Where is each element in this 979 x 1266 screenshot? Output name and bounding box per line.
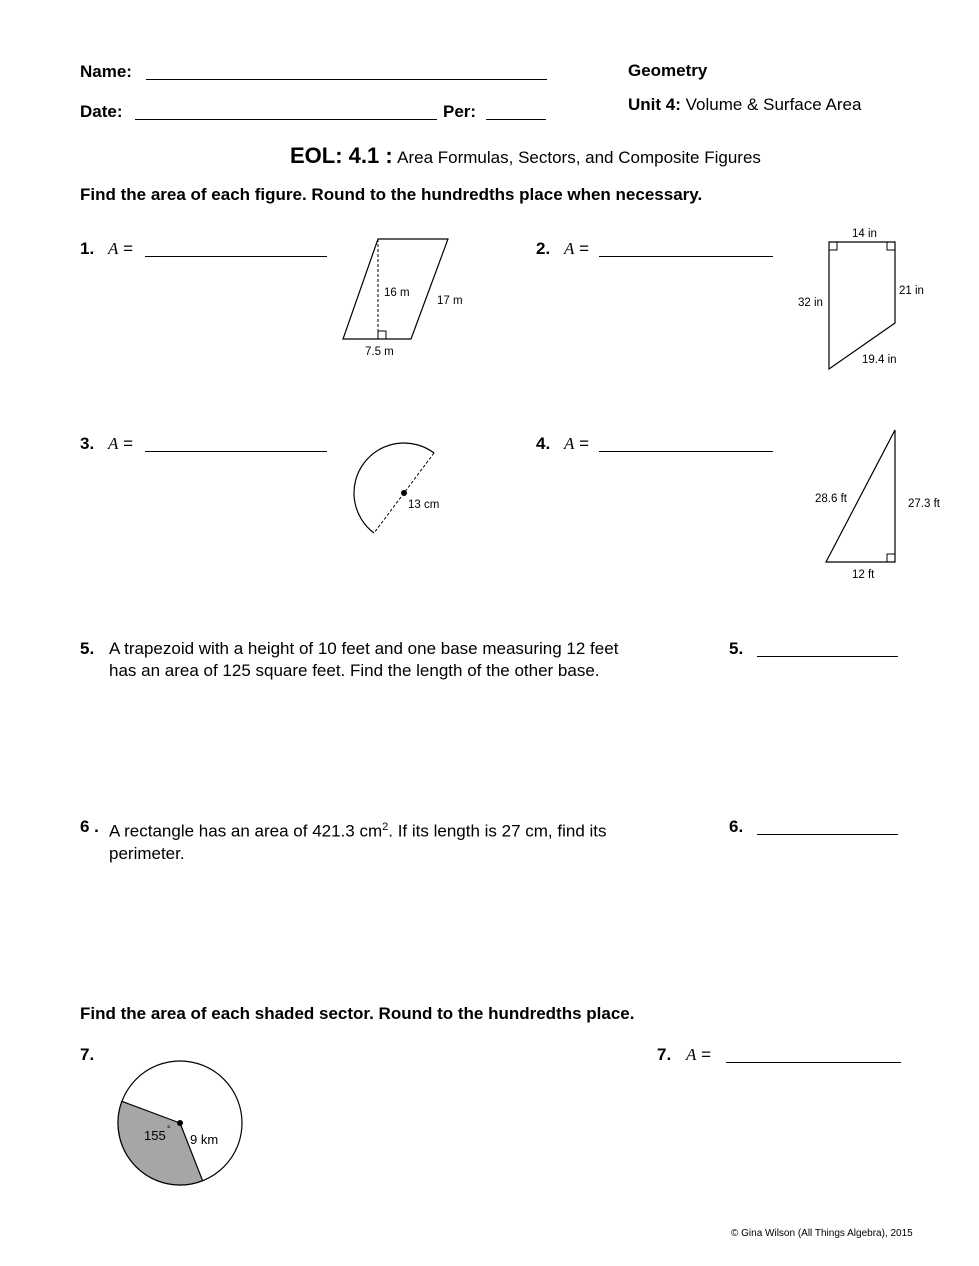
- p1-height-label: 16 m: [384, 287, 410, 299]
- problem-4-prefix: A =: [564, 434, 590, 453]
- triangle-figure: [800, 422, 960, 587]
- problem-2-answer-field[interactable]: [599, 256, 773, 257]
- problem-6-line-1: A rectangle has an area of 421.3 $cm^2$. If its length is 27 cm, find its: [109, 821, 607, 841]
- problem-6-number: 6 .: [80, 817, 99, 836]
- p7-radius-label: 9 km: [190, 1132, 219, 1147]
- course-name: Geometry: [628, 61, 708, 80]
- problem-2-prefix: A =: [564, 239, 590, 258]
- problem-4-answer-field[interactable]: [599, 451, 773, 452]
- instructions-area: Find the area of each figure. Round to the hundredths place when necessary.: [80, 185, 703, 204]
- name-field[interactable]: [146, 79, 547, 80]
- parallelogram-figure: [330, 230, 470, 365]
- problem-5-answer-field[interactable]: [757, 656, 898, 657]
- date-label: Date:: [80, 102, 123, 121]
- problem-1-number: 1.: [80, 239, 95, 258]
- problem-7-answer-number: 7.: [657, 1045, 672, 1064]
- problem-6-answer-field[interactable]: [757, 834, 898, 835]
- p2-slant-label: 19.4 in: [862, 354, 897, 366]
- p3-diameter-label: 13 cm: [408, 499, 440, 511]
- p4-base-label: 12 ft: [852, 569, 875, 581]
- page-title: [290, 143, 761, 169]
- per-label: Per:: [443, 102, 477, 121]
- problem-2-number: 2.: [536, 239, 551, 258]
- p7-angle-label: 155: [144, 1128, 166, 1143]
- problem-4-number: 4.: [536, 434, 551, 453]
- problem-5-answer-number: 5.: [729, 639, 744, 658]
- problem-3-prefix: A =: [108, 434, 134, 453]
- p2-left-label: 32 in: [798, 297, 823, 309]
- trapezoid-figure: [790, 222, 950, 382]
- unit-label: Unit 4:: [628, 95, 681, 114]
- semicircle-figure: [340, 435, 460, 545]
- p2-top-label: 14 in: [852, 228, 877, 240]
- problem-5-text: [109, 638, 709, 682]
- problem-6-text: [109, 816, 709, 865]
- p1-base-label: 7.5 m: [365, 346, 394, 358]
- unit-title: Volume & Surface Area: [685, 95, 862, 114]
- problem-3-number: 3.: [80, 434, 95, 453]
- title-subtitle: Area Formulas, Sectors, and Composite Figures: [397, 148, 761, 167]
- problem-7-number: 7.: [80, 1045, 95, 1064]
- problem-6-answer-number: 6.: [729, 817, 744, 836]
- problem-5-line-2: has an area of 125 square feet. Find the length of the other base.: [109, 661, 600, 680]
- p2-right-label: 21 in: [899, 285, 924, 297]
- name-label: Name:: [80, 62, 132, 81]
- p4-height-label: 27.3 ft: [908, 498, 940, 510]
- copyright-footer: © Gina Wilson (All Things Algebra), 2015: [731, 1228, 913, 1239]
- p4-hyp-label: 28.6 ft: [815, 493, 847, 505]
- problem-5-number: 5.: [80, 639, 95, 658]
- problem-7-answer-field[interactable]: [726, 1062, 901, 1063]
- date-field[interactable]: [135, 119, 437, 120]
- problem-1-answer-field[interactable]: [145, 256, 327, 257]
- instructions-sector: Find the area of each shaded sector. Round to the hundredths place.: [80, 1004, 635, 1023]
- period-field[interactable]: [486, 119, 546, 120]
- problem-6-line-2: perimeter.: [109, 843, 185, 863]
- problem-3-answer-field[interactable]: [145, 451, 327, 452]
- p7-degree-symbol: °: [167, 1124, 171, 1134]
- problem-5-line-1: A trapezoid with a height of 10 feet and one base measuring 12 feet: [109, 639, 619, 658]
- p1-side-label: 17 m: [437, 295, 463, 307]
- unit-heading: [628, 95, 861, 115]
- problem-7-prefix: A =: [686, 1045, 712, 1064]
- title-code: EOL: 4.1 :: [290, 143, 393, 168]
- sector-circle-figure: [110, 1052, 255, 1197]
- problem-1-prefix: A =: [108, 239, 134, 258]
